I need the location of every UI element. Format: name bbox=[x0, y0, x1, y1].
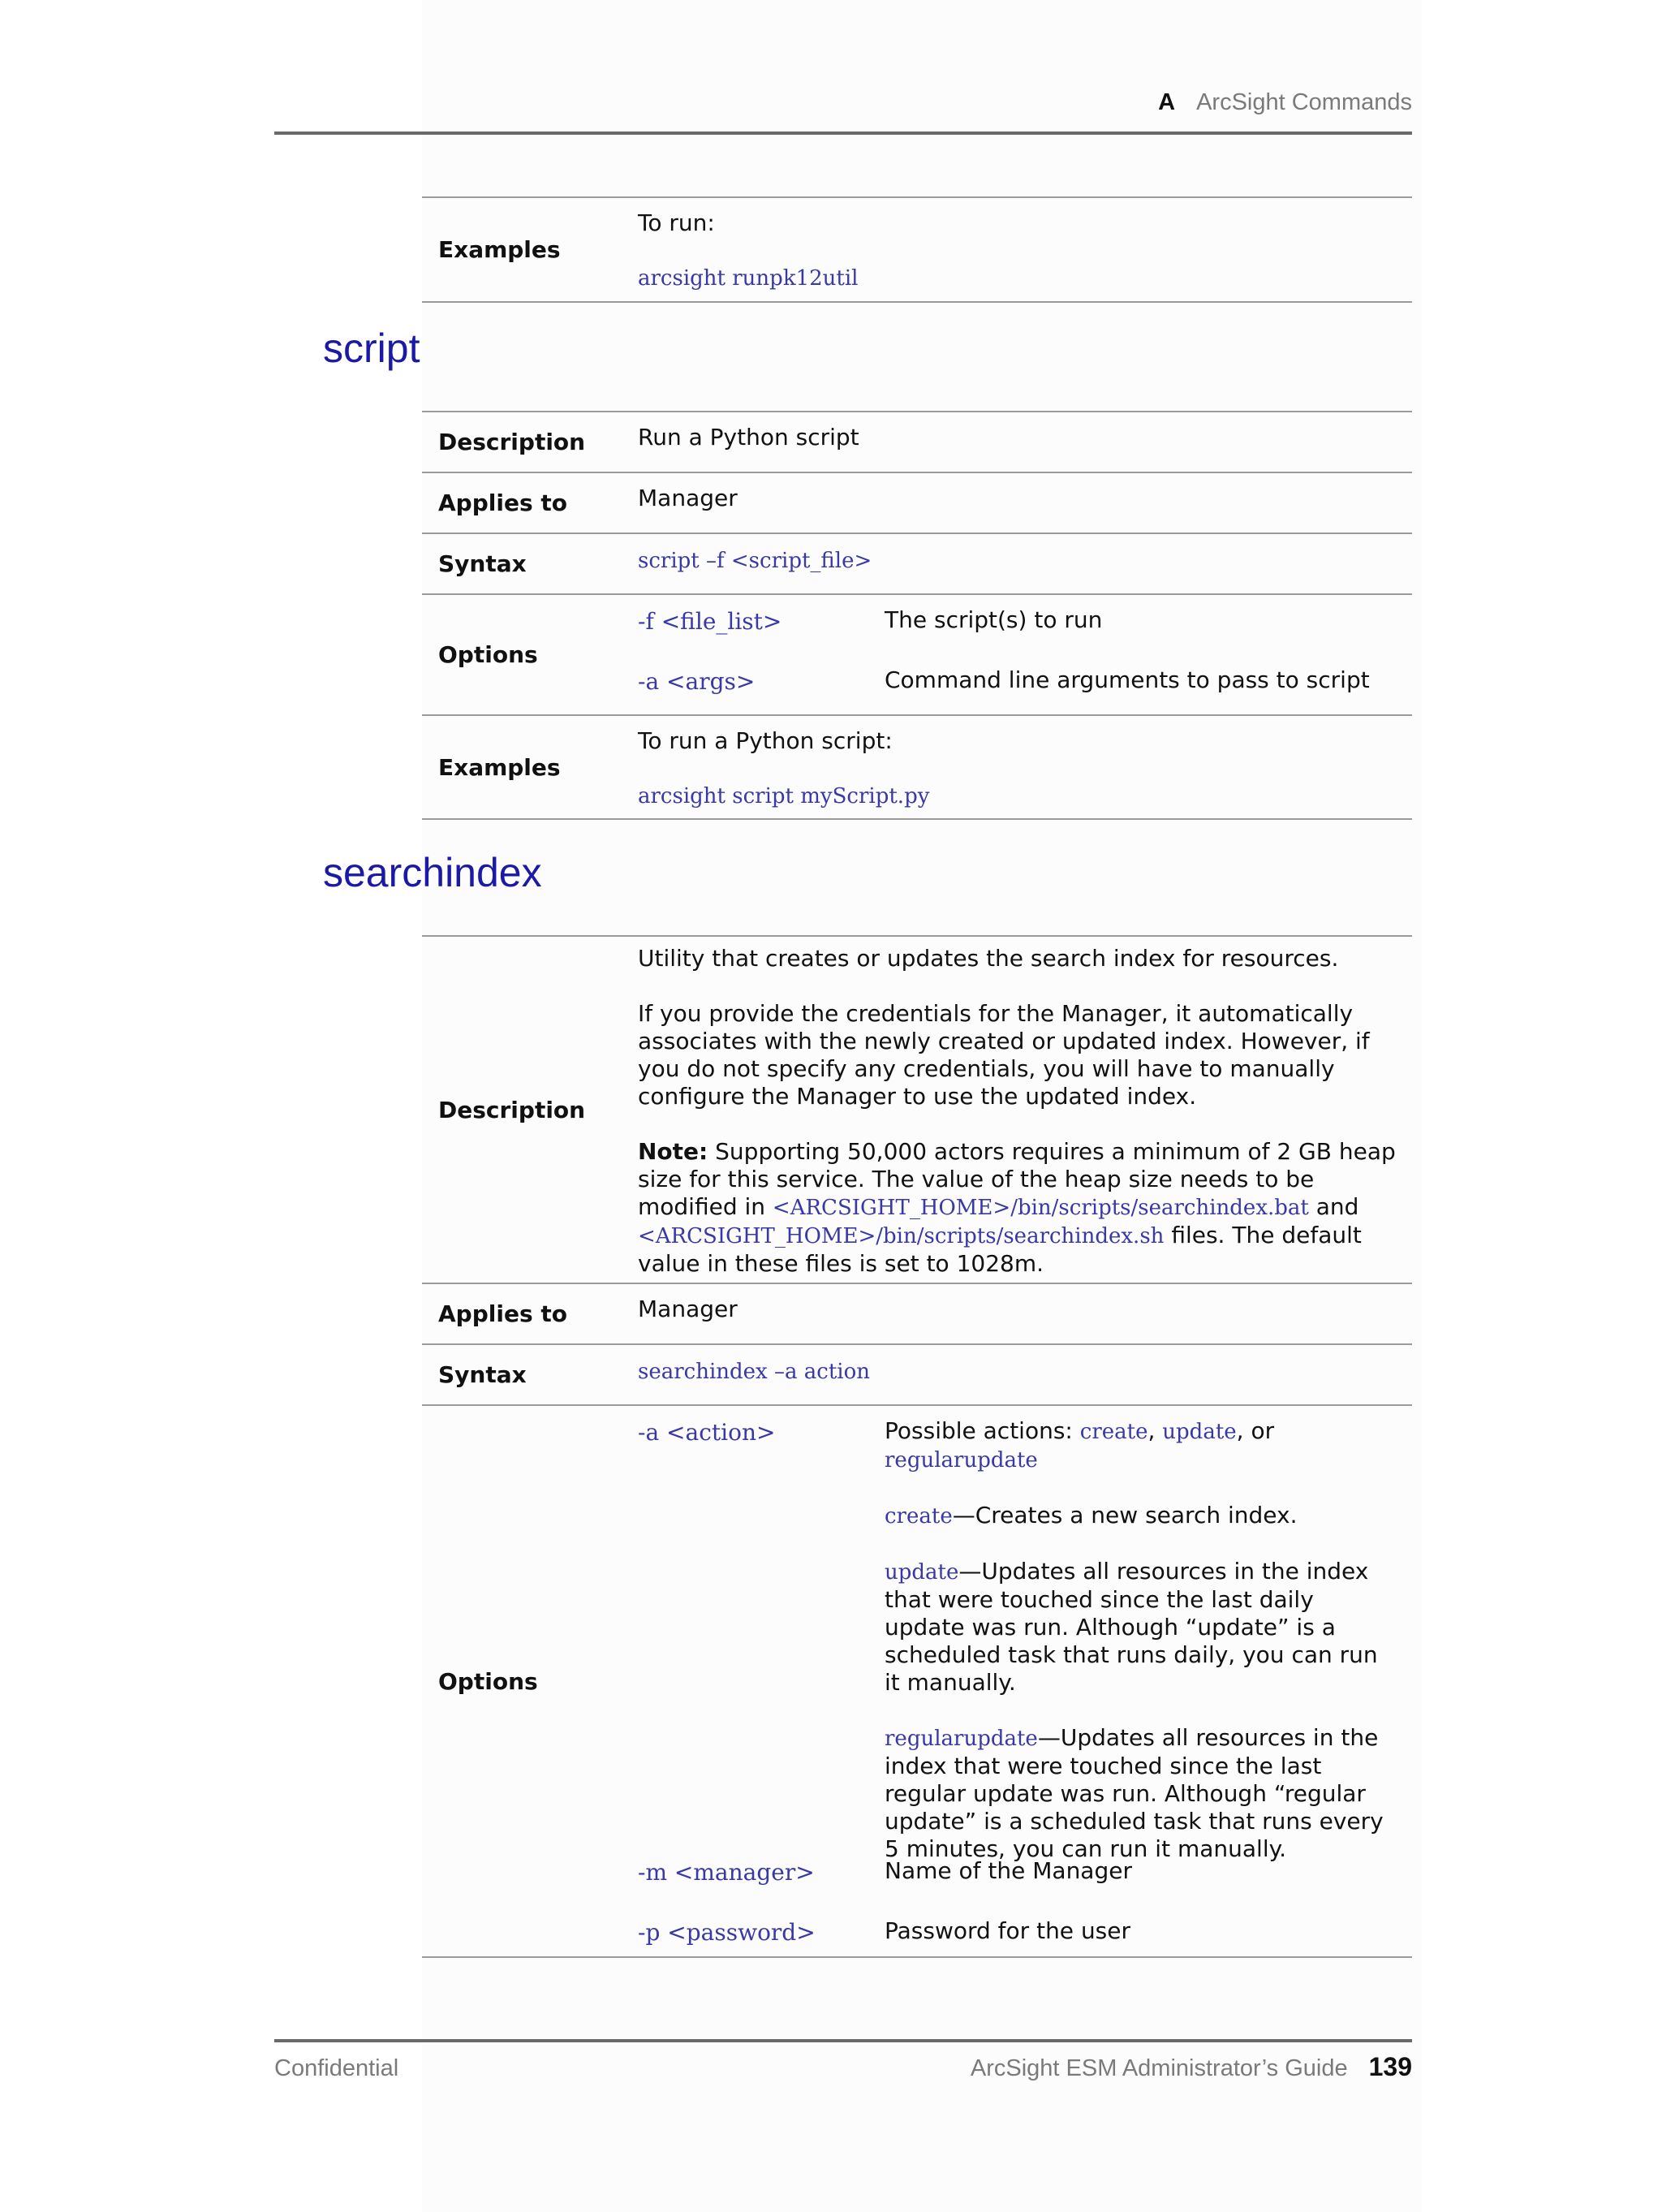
searchindex-applies-row bbox=[422, 1283, 1412, 1343]
searchindex-options-row bbox=[422, 1404, 1412, 1958]
option-description: Name of the Manager bbox=[885, 1857, 1132, 1884]
option-description: Possible actions: create, update, or regularupdate create—Creates a new search index. update—Updates all resources in the index that were touched since the last daily update was run. Although “update” is a scheduled task that runs daily, you can run it manually. regularupdate—Updates all resources in the index that were touched since the last regular update was run. Although “regular update” is a scheduled task that runs every 5 minutes, you can run it manually. bbox=[885, 1417, 1384, 1862]
options-label: Options bbox=[438, 1667, 538, 1695]
script-options-row bbox=[422, 593, 1412, 714]
options-label: Options bbox=[438, 641, 538, 668]
code-create: create bbox=[1079, 1420, 1148, 1444]
option-description: Password for the user bbox=[885, 1917, 1131, 1944]
description-text: Run a Python script bbox=[638, 424, 859, 451]
script-examples-row bbox=[422, 714, 1412, 820]
script-description-row bbox=[422, 411, 1412, 472]
description-note: Note: Supporting 50,000 actors requires a minimum of 2 GB heap size for this service. The value of the heap size needs to be modified in <ARCSIGHT_HOME>/bin/scripts/searchindex.bat and <ARCSIGHT_HOME>/bin/scripts/searchindex.sh files. The default value in these files is set to 1028m. bbox=[638, 1138, 1396, 1277]
description-label: Description bbox=[438, 1096, 586, 1123]
option-description: Command line arguments to pass to script bbox=[885, 666, 1370, 693]
option-flag: -a <args> bbox=[638, 668, 756, 695]
note-path: <ARCSIGHT_HOME>/bin/scripts/searchindex.sh bbox=[638, 1224, 1165, 1248]
code-regularupdate: regularupdate bbox=[885, 1727, 1038, 1751]
code-regularupdate: regularupdate bbox=[885, 1448, 1038, 1473]
examples-command: arcsight runpk12util bbox=[638, 266, 859, 291]
chapter-title: ArcSight Commands bbox=[1196, 89, 1412, 115]
syntax-label: Syntax bbox=[438, 1361, 527, 1388]
applies-to-text: Manager bbox=[638, 1296, 738, 1322]
applies-to-label: Applies to bbox=[438, 1300, 567, 1327]
examples-command: arcsight script myScript.py bbox=[638, 784, 930, 808]
option-flag: -f <file_list> bbox=[638, 608, 782, 635]
note-label: Note: bbox=[638, 1138, 708, 1165]
option-flag: -m <manager> bbox=[638, 1859, 815, 1886]
applies-to-label: Applies to bbox=[438, 489, 567, 516]
description-paragraph: If you provide the credentials for the Manager, it automatically associates with the newly created or updated index. However, if you do not specify any credentials, you will have to manually configure the Manager to use the updated index. bbox=[638, 1000, 1370, 1110]
examples-intro: To run a Python script: bbox=[638, 727, 893, 754]
description-label: Description bbox=[438, 429, 586, 455]
code-update: update bbox=[885, 1560, 959, 1585]
searchindex-syntax-row bbox=[422, 1343, 1412, 1404]
header-text bbox=[1158, 89, 1412, 116]
option-flag: -a <action> bbox=[638, 1419, 776, 1446]
section-heading-script: script bbox=[323, 326, 420, 371]
applies-to-text: Manager bbox=[638, 485, 738, 511]
description-paragraph: Utility that creates or updates the search index for resources. bbox=[638, 945, 1339, 972]
section-heading-searchindex: searchindex bbox=[323, 850, 542, 895]
note-path: <ARCSIGHT_HOME>/bin/scripts/searchindex.bat bbox=[772, 1196, 1309, 1220]
option-description: The script(s) to run bbox=[885, 606, 1103, 633]
examples-label: Examples bbox=[438, 236, 561, 263]
syntax-label: Syntax bbox=[438, 550, 527, 577]
examples-row bbox=[422, 196, 1412, 303]
examples-label: Examples bbox=[438, 753, 561, 781]
code-update: update bbox=[1162, 1420, 1237, 1444]
footer-guide-title: ArcSight ESM Administrator’s Guide bbox=[970, 2055, 1348, 2081]
script-syntax-row bbox=[422, 533, 1412, 593]
code-create: create bbox=[885, 1504, 953, 1529]
running-header bbox=[274, 89, 1412, 135]
running-footer bbox=[274, 2039, 1412, 2081]
searchindex-description-row bbox=[422, 935, 1412, 1283]
page-number: 139 bbox=[1368, 2052, 1412, 2081]
syntax-text: script –f <script_file> bbox=[638, 549, 872, 573]
syntax-text: searchindex –a action bbox=[638, 1360, 870, 1384]
footer-confidential: Confidential bbox=[274, 2055, 399, 2081]
examples-intro: To run: bbox=[638, 209, 715, 236]
option-flag: -p <password> bbox=[638, 1919, 816, 1946]
script-applies-row bbox=[422, 472, 1412, 533]
chapter-letter: A bbox=[1158, 89, 1176, 115]
